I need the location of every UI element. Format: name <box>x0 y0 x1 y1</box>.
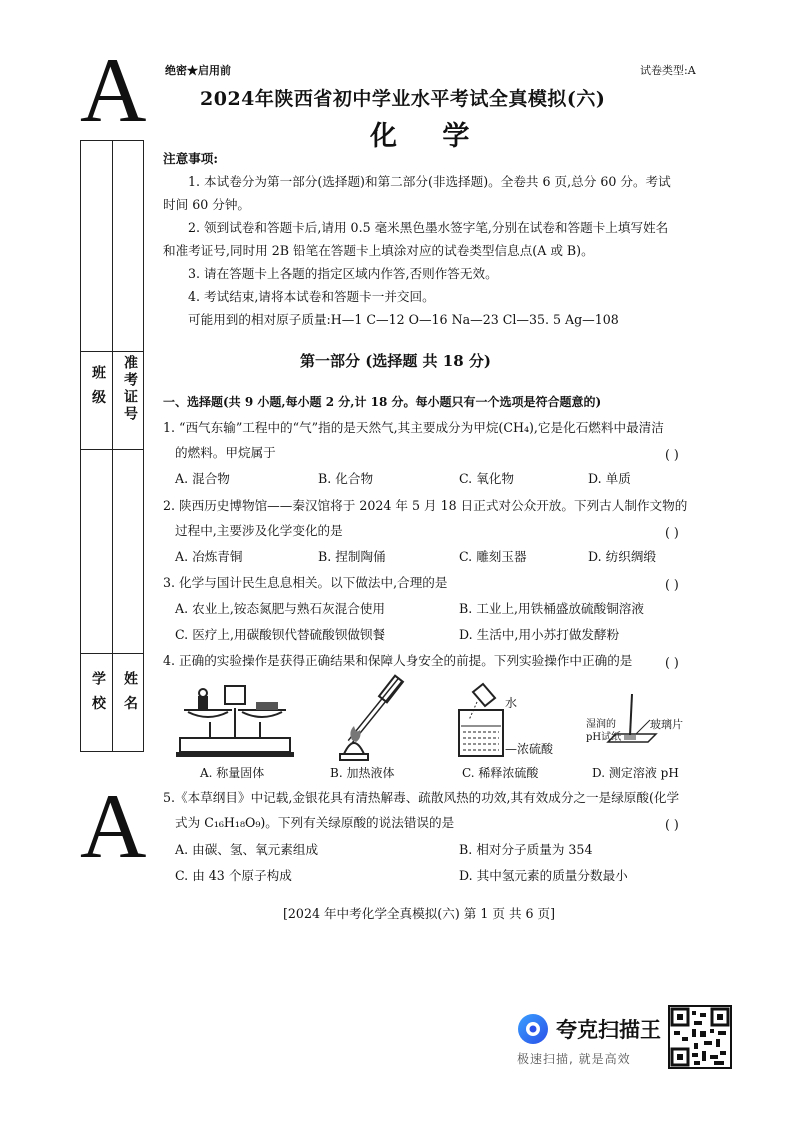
candidate-info-box <box>80 140 144 752</box>
paper-type-label: 试卷类型:A <box>640 64 696 77</box>
school-label: 学 校 <box>90 671 106 713</box>
scanner-slogan: 极速扫描, 就是高效 <box>517 1052 631 1066</box>
notes-heading: 注意事项: <box>163 151 219 166</box>
option: B. 化合物 <box>318 471 374 486</box>
paper-type-letter-bottom: A <box>80 775 147 877</box>
question-1-line2: 的燃料。甲烷属于 <box>175 445 276 460</box>
heating-liquid-figure <box>330 674 420 764</box>
question-5-line1: 5.《本草纲目》中记载,金银花具有清热解毒、疏散风热的功效,其有效成分之一是绿原酸(化学 <box>163 790 680 805</box>
option: D. 单质 <box>588 471 631 486</box>
figure-caption: B. 加热液体 <box>330 766 395 780</box>
answer-paren: ( ) <box>665 577 679 592</box>
subject-title: 化 学 <box>370 121 488 152</box>
answer-paren: ( ) <box>665 817 679 832</box>
scanner-logo-icon <box>516 1012 550 1046</box>
option: D. 纺织绸缎 <box>588 549 657 564</box>
option: D. 生活中,用小苏打做发酵粉 <box>459 627 620 642</box>
note-item: 2. 领到试卷和答题卡后,请用 0.5 毫米黑色墨水签字笔,分别在试卷和答题卡上填写姓名 <box>188 220 669 235</box>
option: C. 雕刻玉器 <box>459 549 527 564</box>
exam-title: 2024年陕西省初中学业水平考试全真模拟(六) <box>200 88 606 110</box>
question-2-line1: 2. 陕西历史博物馆——秦汉馆将于 2024 年 5 月 18 日正式对公众开放。下列古人制作文物的 <box>163 498 688 513</box>
option: A. 农业上,铵态氮肥与熟石灰混合使用 <box>175 601 386 616</box>
option: B. 工业上,用铁桶盛放硫酸铜溶液 <box>459 601 644 616</box>
figure-caption: D. 测定溶液 pH <box>592 766 679 780</box>
balance-figure <box>170 678 300 762</box>
option: A. 混合物 <box>175 471 230 486</box>
note-item: 和准考证号,同时用 2B 铅笔在答题卡上填涂对应的试卷类型信息点(A 或 B)。 <box>163 243 594 258</box>
note-item: 1. 本试卷分为第一部分(选择题)和第二部分(非选择题)。全卷共 6 页,总分 60 分。考试 <box>188 174 671 189</box>
glass-label: 玻璃片 <box>650 718 683 731</box>
figure-caption: A. 称量固体 <box>200 766 265 780</box>
part1-title: 第一部分 (选择题 共 18 分) <box>300 352 491 370</box>
figure-caption: C. 稀释浓硫酸 <box>462 766 539 780</box>
acid-label: —浓硫酸 <box>505 742 554 756</box>
question-5-line2: 式为 C₁₆H₁₈O₉)。下列有关绿原酸的说法错误的是 <box>175 815 455 830</box>
atomic-mass-list: 可能用到的相对原子质量:H—1 C—12 O—16 Na—23 Cl—35. 5 Ag—108 <box>188 312 619 327</box>
note-item: 3. 请在答题卡上各题的指定区域内作答,否则作答无效。 <box>188 266 498 281</box>
water-label: 水 <box>505 696 518 710</box>
part1-instruction: 一、选择题(共 9 小题,每小题 2 分,计 18 分。每小题只有一个选项是符合题意的) <box>163 395 602 409</box>
ph-paper-label-2: pH试纸 <box>586 732 622 743</box>
question-1-line1: 1. “西气东输”工程中的“气”指的是天然气,其主要成分为甲烷(CH₄),它是化石燃料中最清洁 <box>163 420 664 435</box>
scanner-brand: 夸克扫描王 <box>556 1018 661 1042</box>
note-item: 时间 60 分钟。 <box>163 197 251 212</box>
ph-test-figure <box>600 690 660 750</box>
qr-code-icon <box>668 1005 732 1069</box>
question-4-line1: 4. 正确的实验操作是获得正确结果和保障人身安全的前提。下列实验操作中正确的是 <box>163 653 633 668</box>
option: B. 捏制陶俑 <box>318 549 386 564</box>
note-item: 4. 考试结束,请将本试卷和答题卡一并交回。 <box>188 289 435 304</box>
answer-paren: ( ) <box>665 447 679 462</box>
page-footer: [2024 年中考化学全真模拟(六) 第 1 页 共 6 页] <box>283 906 556 921</box>
option: A. 冶炼青铜 <box>175 549 243 564</box>
option: C. 氧化物 <box>459 471 514 486</box>
confidential-label: 绝密★启用前 <box>165 64 231 77</box>
ph-paper-label-1: 湿润的 <box>586 719 616 730</box>
option: A. 由碳、氢、氧元素组成 <box>175 842 319 857</box>
paper-type-letter-top: A <box>80 39 147 141</box>
option: C. 医疗上,用碳酸钡代替硫酸钡做钡餐 <box>175 627 386 642</box>
option: B. 相对分子质量为 354 <box>459 842 593 857</box>
exam-number-label: 准考证号 <box>122 355 138 423</box>
name-label: 姓 名 <box>122 671 138 713</box>
acid-label-text: 浓硫酸 <box>517 742 554 756</box>
option: C. 由 43 个原子构成 <box>175 868 292 883</box>
question-3-line1: 3. 化学与国计民生息息相关。以下做法中,合理的是 <box>163 575 448 590</box>
answer-paren: ( ) <box>665 525 679 540</box>
class-label: 班 级 <box>90 365 106 407</box>
option: D. 其中氢元素的质量分数最小 <box>459 868 628 883</box>
answer-paren: ( ) <box>665 655 679 670</box>
question-2-line2: 过程中,主要涉及化学变化的是 <box>175 523 343 538</box>
